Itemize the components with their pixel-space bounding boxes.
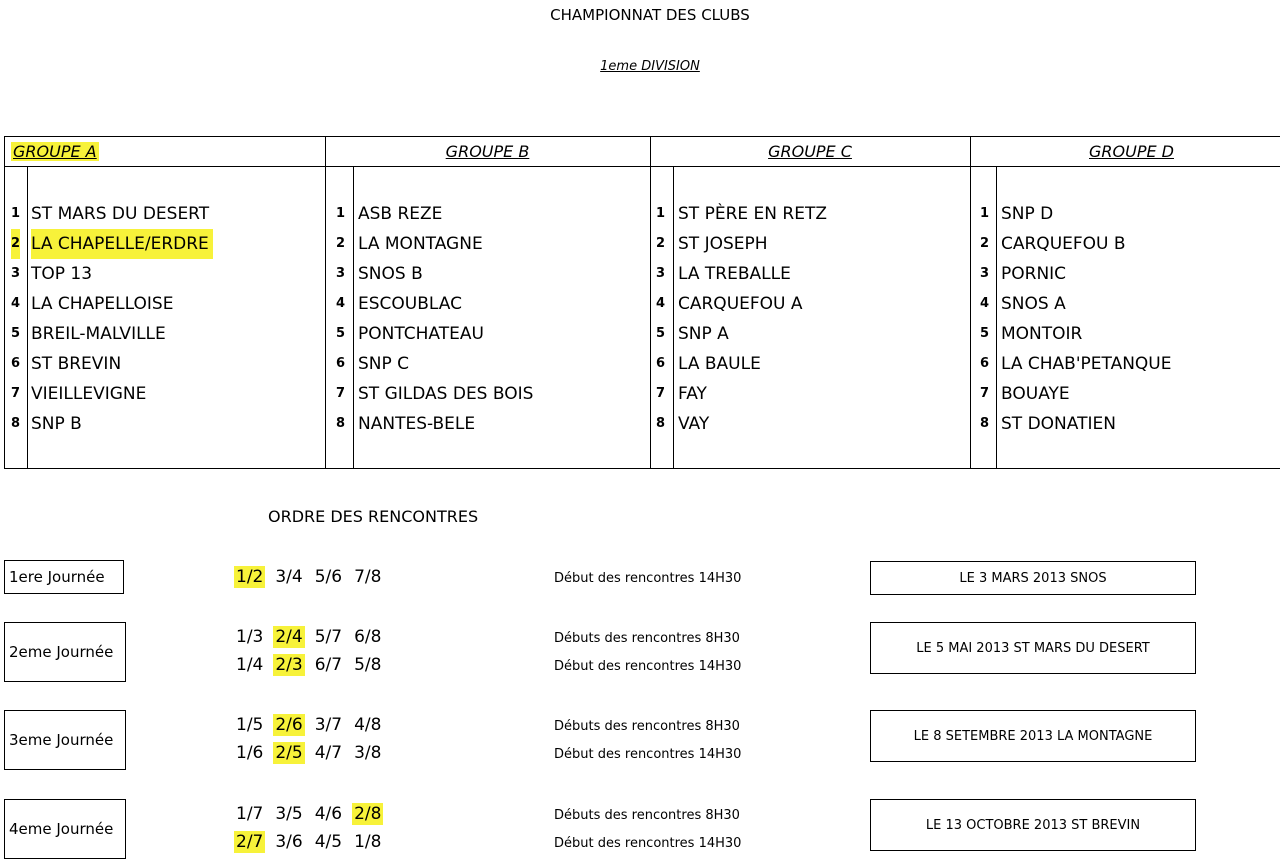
team-rank: 5 xyxy=(11,326,21,341)
match-pair: 3/7 xyxy=(314,715,343,735)
team-name: LA TREBALLE xyxy=(678,264,791,284)
journee-date: LE 3 MARS 2013 SNOS xyxy=(870,561,1196,595)
start-time: Débuts des rencontres 8H30 xyxy=(554,719,740,734)
match-pair: 1/2 xyxy=(236,567,264,587)
match-pair: 1/3 xyxy=(236,627,264,647)
team-name: ST DONATIEN xyxy=(1001,414,1116,434)
start-time: Début des rencontres 14H30 xyxy=(554,747,742,762)
match-pair: 5/6 xyxy=(314,567,343,587)
team-rank: 2 xyxy=(11,229,20,259)
team-rank: 5 xyxy=(656,326,666,341)
match-pair: 1/8 xyxy=(354,832,382,852)
match-pair: 2/5 xyxy=(275,743,303,763)
team-name: LA BAULE xyxy=(678,354,761,374)
group-d-header xyxy=(970,137,1280,167)
team-name: TOP 13 xyxy=(31,264,93,284)
match-pair: 3/5 xyxy=(275,804,303,824)
team-rank: 4 xyxy=(656,296,666,311)
match-pair: 6/8 xyxy=(354,627,382,647)
journee-label: 4eme Journée xyxy=(4,799,126,859)
team-rank: 2 xyxy=(656,236,666,251)
match-pairs xyxy=(234,566,391,588)
match-pairs xyxy=(234,803,391,825)
team-name: SNP A xyxy=(678,324,729,344)
group-d-title: GROUPE D xyxy=(1089,142,1174,161)
team-name: LA CHAPELLE/ERDRE xyxy=(31,229,213,259)
match-pairs xyxy=(234,626,391,648)
group-c-header xyxy=(650,137,970,167)
match-pair: 2/4 xyxy=(275,627,303,647)
team-name: ST PÈRE EN RETZ xyxy=(678,204,827,224)
journee-label: 2eme Journée xyxy=(4,622,126,682)
team-name: VAY xyxy=(678,414,710,434)
match-pair: 1/6 xyxy=(236,743,264,763)
match-pair: 4/7 xyxy=(314,743,343,763)
team-rank: 8 xyxy=(980,416,990,431)
journee-date: LE 13 OCTOBRE 2013 ST BREVIN xyxy=(870,799,1196,851)
match-pairs xyxy=(234,831,391,853)
team-name: ASB REZE xyxy=(358,204,443,224)
team-rank: 4 xyxy=(11,296,21,311)
groups-table xyxy=(4,136,1280,469)
match-pair: 6/7 xyxy=(314,655,343,675)
team-rank: 5 xyxy=(980,326,990,341)
team-rank: 1 xyxy=(656,206,666,221)
team-name: ST BREVIN xyxy=(31,354,122,374)
team-rank: 3 xyxy=(980,266,990,281)
group-a-header xyxy=(5,137,325,167)
team-rank: 5 xyxy=(336,326,346,341)
team-name: ST GILDAS DES BOIS xyxy=(358,384,534,404)
number-column-divider xyxy=(996,167,997,468)
team-rank: 4 xyxy=(336,296,346,311)
team-rank: 1 xyxy=(980,206,990,221)
team-name: ST MARS DU DESERT xyxy=(31,204,210,224)
team-rank: 2 xyxy=(980,236,990,251)
match-pairs xyxy=(234,742,391,764)
team-name: ST JOSEPH xyxy=(678,234,768,254)
match-pair: 3/4 xyxy=(275,567,303,587)
team-name: SNP D xyxy=(1001,204,1054,224)
page-title: CHAMPIONNAT DES CLUBS xyxy=(550,6,750,24)
team-rank: 1 xyxy=(11,206,21,221)
team-rank: 3 xyxy=(336,266,346,281)
match-pair: 1/4 xyxy=(236,655,264,675)
match-pair: 2/6 xyxy=(275,715,303,735)
divider xyxy=(650,137,651,468)
team-name: MONTOIR xyxy=(1001,324,1083,344)
match-pair: 2/7 xyxy=(236,832,264,852)
team-name: FAY xyxy=(678,384,707,404)
team-name: LA MONTAGNE xyxy=(358,234,483,254)
team-rank: 8 xyxy=(336,416,346,431)
match-pair: 5/8 xyxy=(354,655,382,675)
start-time: Débuts des rencontres 8H30 xyxy=(554,631,740,646)
start-time: Début des rencontres 14H30 xyxy=(554,659,742,674)
number-column-divider xyxy=(673,167,674,468)
match-pairs xyxy=(234,714,391,736)
team-name: ESCOUBLAC xyxy=(358,294,462,314)
journee-label: 1ere Journée xyxy=(4,560,124,594)
team-name: BREIL-MALVILLE xyxy=(31,324,166,344)
number-column-divider xyxy=(27,167,28,468)
team-rank: 7 xyxy=(336,386,346,401)
order-title: ORDRE DES RENCONTRES xyxy=(268,507,479,526)
team-rank: 6 xyxy=(11,356,21,371)
start-time: Début des rencontres 14H30 xyxy=(554,836,742,851)
team-rank: 2 xyxy=(336,236,346,251)
match-pair: 7/8 xyxy=(354,567,382,587)
number-column-divider xyxy=(353,167,354,468)
group-b-title: GROUPE B xyxy=(445,142,530,161)
team-name: LA CHAB'PETANQUE xyxy=(1001,354,1172,374)
team-name: PORNIC xyxy=(1001,264,1067,284)
team-name: SNOS A xyxy=(1001,294,1066,314)
team-rank: 4 xyxy=(980,296,990,311)
match-pair: 3/6 xyxy=(275,832,303,852)
divider xyxy=(325,137,326,468)
journee-date: LE 5 MAI 2013 ST MARS DU DESERT xyxy=(870,622,1196,674)
team-name: CARQUEFOU A xyxy=(678,294,803,314)
team-rank: 1 xyxy=(336,206,346,221)
match-pairs xyxy=(234,654,391,676)
match-pair: 1/5 xyxy=(236,715,264,735)
team-rank: 6 xyxy=(980,356,990,371)
team-rank: 7 xyxy=(656,386,666,401)
team-rank: 8 xyxy=(11,416,21,431)
match-pair: 1/7 xyxy=(236,804,264,824)
match-pair: 2/3 xyxy=(275,655,303,675)
group-b-header xyxy=(325,137,650,167)
team-name: SNOS B xyxy=(358,264,423,284)
team-name: BOUAYE xyxy=(1001,384,1070,404)
team-name: SNP C xyxy=(358,354,410,374)
match-pair: 2/8 xyxy=(354,804,382,824)
team-name: SNP B xyxy=(31,414,82,434)
team-rank: 8 xyxy=(656,416,666,431)
team-rank: 7 xyxy=(11,386,21,401)
journee-label: 3eme Journée xyxy=(4,710,126,770)
match-pair: 3/8 xyxy=(354,743,382,763)
team-name: PONTCHATEAU xyxy=(358,324,484,344)
match-pair: 4/5 xyxy=(314,832,343,852)
match-pair: 4/6 xyxy=(314,804,343,824)
division-subtitle: 1eme DIVISION xyxy=(600,59,700,74)
team-rank: 6 xyxy=(336,356,346,371)
start-time: Débuts des rencontres 8H30 xyxy=(554,808,740,823)
start-time: Début des rencontres 14H30 xyxy=(554,571,742,586)
journee-date: LE 8 SETEMBRE 2013 LA MONTAGNE xyxy=(870,710,1196,762)
match-pair: 4/8 xyxy=(354,715,382,735)
group-a-title: GROUPE A xyxy=(13,142,97,161)
team-rank: 3 xyxy=(11,266,21,281)
team-name: CARQUEFOU B xyxy=(1001,234,1126,254)
team-rank: 7 xyxy=(980,386,990,401)
team-rank: 3 xyxy=(656,266,666,281)
team-name: NANTES-BELE xyxy=(358,414,476,434)
team-name: LA CHAPELLOISE xyxy=(31,294,174,314)
team-rank: 6 xyxy=(656,356,666,371)
match-pair: 5/7 xyxy=(314,627,343,647)
team-name: VIEILLEVIGNE xyxy=(31,384,147,404)
divider xyxy=(970,137,971,468)
group-c-title: GROUPE C xyxy=(768,142,852,161)
